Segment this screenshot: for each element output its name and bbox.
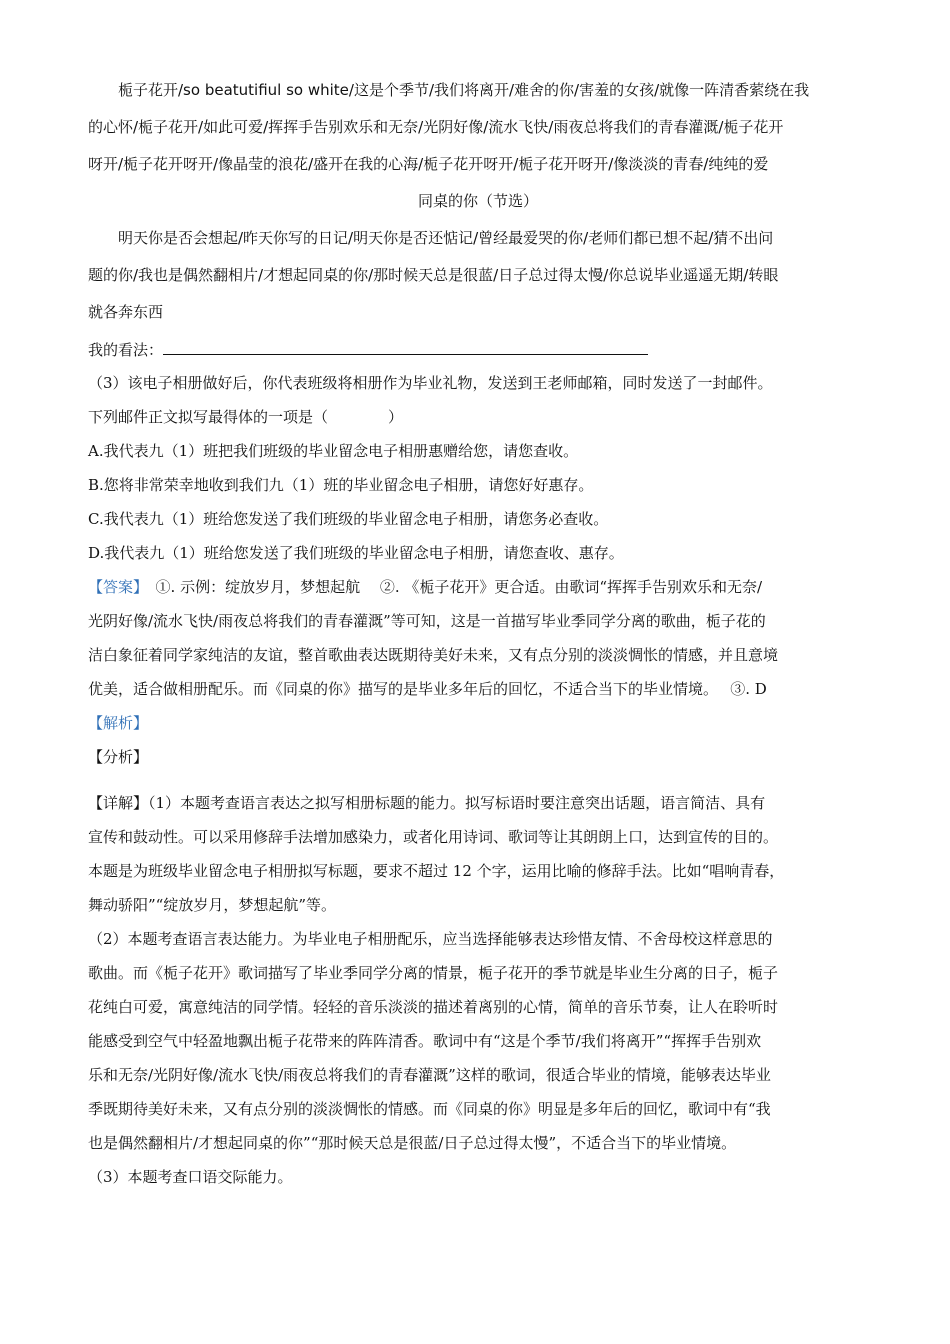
detail-line: 本题是为班级毕业留念电子相册拟写标题，要求不超过 12 个字，运用比喻的修辞手法。比如“唱响青春， bbox=[88, 862, 785, 880]
lyrics-deskmate bbox=[88, 220, 868, 331]
lyric-line: 就各奔东西 bbox=[88, 303, 164, 321]
question-text: （3）该电子相册做好后，你代表班级将相册作为毕业礼物，发送到王老师邮箱，同时发送了一封邮件。 bbox=[88, 374, 773, 392]
lyric-line: 栀子花开/so beatutifiul so white/这是个季节/我们将离开/难舍的你/害羞的女孩/就像一阵清香萦绕在我 bbox=[118, 81, 810, 99]
answer-section bbox=[88, 570, 868, 774]
my-view-label: 我的看法： bbox=[88, 341, 164, 359]
detail-line: 舞动骄阳”“绽放岁月，梦想起航”等。 bbox=[88, 896, 337, 914]
question-prompt bbox=[88, 400, 868, 434]
my-view bbox=[88, 333, 868, 367]
prompt-prefix: 下列邮件正文拟写最得体的一项是（ bbox=[88, 408, 329, 426]
option-b: B.您将非常荣幸地收到我们九（1）班的毕业留念电子相册，请您好好惠存。 bbox=[88, 476, 594, 494]
answer-line: 光阴好像/流水飞快/雨夜总将我们的青春灌溉”等可知，这是一首描写毕业季同学分离的歌曲，栀子花的 bbox=[88, 612, 766, 630]
detail-line: 能感受到空气中轻盈地飘出栀子花带来的阵阵清香。歌词中有“这是个季节/我们将离开”“挥挥手告别欢 bbox=[88, 1032, 762, 1050]
answer-label: 【答案】 bbox=[88, 578, 141, 596]
answer-blank[interactable] bbox=[163, 340, 648, 355]
detail-section bbox=[88, 786, 868, 1194]
detail-line: 歌曲。而《栀子花开》歌词描写了毕业季同学分离的情景，栀子花开的季节就是毕业生分离的日子，栀子 bbox=[88, 964, 779, 982]
lyric-line: 题的你/我也是偶然翻相片/才想起同桌的你/那时候天总是很蓝/日子总过得太慢/你总说毕业遥遥无期/转眼 bbox=[88, 266, 779, 284]
detail-line: 季既期待美好未来，又有点分别的淡淡惆怅的情感。而《同桌的你》明显是多年后的回忆，歌词中有“我 bbox=[88, 1100, 771, 1118]
detail-line: 也是偶然翻相片/才想起同桌的你”“那时候天总是很蓝/日子总过得太慢”，不适合当下的毕业情境。 bbox=[88, 1134, 737, 1152]
lyric-line: 呀开/栀子花开呀开/像晶莹的浪花/盛开在我的心海/栀子花开呀开/栀子花开呀开/像淡淡的青春/纯纯的爱 bbox=[88, 155, 769, 173]
detail-line: 宣传和鼓动性。可以采用修辞手法增加感染力，或者化用诗词、歌词等让其朗朗上口，达到宣传的目的。 bbox=[88, 828, 779, 846]
my-view-line bbox=[88, 333, 868, 367]
option-c: C.我代表九（1）班给您发送了我们班级的毕业留念电子相册，请您务必查收。 bbox=[88, 510, 609, 528]
lyrics-gardenia bbox=[88, 72, 868, 220]
detail-text: （1）本题考查语言表达之拟写相册标题的能力。拟写标语时要注意突出话题，语言简洁、具有 bbox=[148, 794, 766, 812]
option-d: D.我代表九（1）班给您发送了我们班级的毕业留念电子相册，请您查收、惠存。 bbox=[88, 544, 624, 562]
detail-line: 花纯白可爱，寓意纯洁的同学情。轻轻的音乐淡淡的描述着离别的心情，简单的音乐节奏，让人在聆听时 bbox=[88, 998, 779, 1016]
detail-label: 【详解】 bbox=[88, 794, 149, 812]
lyric-line: 明天你是否会想起/昨天你写的日记/明天你是否还惦记/曾经最爱哭的你/老师们都已想不起/猜不出问 bbox=[118, 229, 774, 247]
detail-line: 乐和无奈/光阴好像/流水飞快/雨夜总将我们的青春灌溉”这样的歌词，很适合毕业的情境，能够表达毕业 bbox=[88, 1066, 771, 1084]
answer-text: ①. 示例：绽放岁月，梦想起航 ②. 《栀子花开》更合适。由歌词“挥挥手告别欢乐和无奈/ bbox=[155, 578, 763, 596]
answer-line: 洁白象征着同学家纯洁的友谊，整首歌曲表达既期待美好未来，又有点分别的淡淡惆怅的情感，并且意境 bbox=[88, 646, 779, 664]
question-3 bbox=[88, 366, 868, 570]
lyric-line: 的心怀/栀子花开/如此可爱/挥挥手告别欢乐和无奈/光阴好像/流水飞快/雨夜总将我们的青春灌溉/栀子花开 bbox=[88, 118, 784, 136]
option-a: A.我代表九（1）班把我们班级的毕业留念电子相册惠赠给您，请您查收。 bbox=[88, 442, 579, 460]
analysis-label: 【解析】 bbox=[88, 714, 149, 732]
prompt-suffix: ） bbox=[388, 408, 404, 426]
detail-line bbox=[88, 786, 868, 820]
detail-line: （2）本题考查语言表达能力。为毕业电子相册配乐，应当选择能够表达珍惜友情、不舍母校这样意思的 bbox=[88, 930, 773, 948]
fenxi-label: 【分析】 bbox=[88, 748, 149, 766]
song-title: 同桌的你（节选） bbox=[417, 192, 538, 210]
answer-line bbox=[88, 570, 868, 604]
detail-line: （3）本题考查口语交际能力。 bbox=[88, 1168, 293, 1186]
answer-line: 优美，适合做相册配乐。而《同桌的你》描写的是毕业多年后的回忆，不适合当下的毕业情境。 ③. D bbox=[88, 680, 767, 698]
